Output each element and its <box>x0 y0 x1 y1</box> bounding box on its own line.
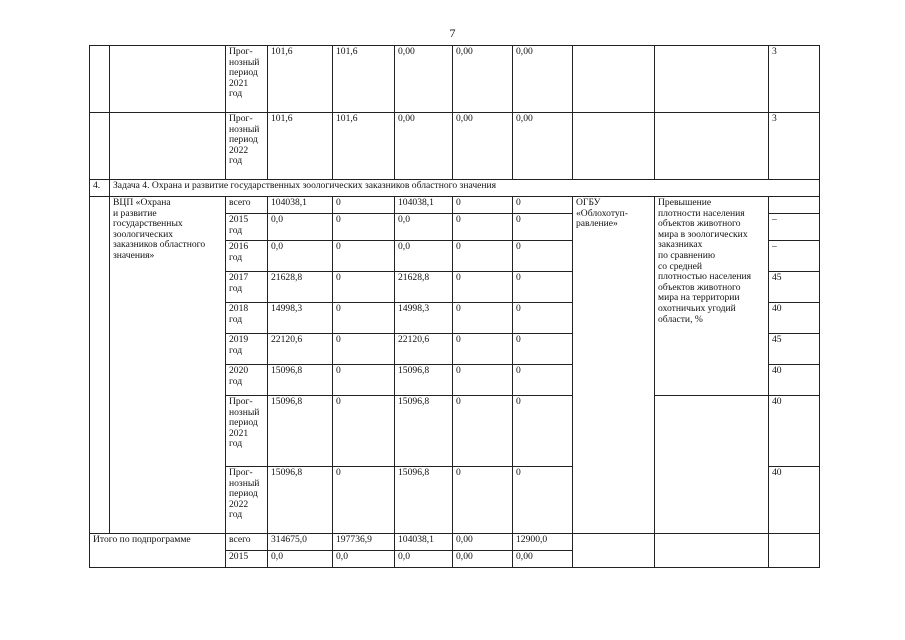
other-cell: 0 <box>513 272 573 303</box>
summary-row <box>90 534 820 551</box>
indicator-cell <box>655 396 769 534</box>
year-cell: 2017 год <box>226 272 268 303</box>
indicator-value-cell: 3 <box>769 113 820 180</box>
executor-cell <box>573 46 655 113</box>
local-cell: 0 <box>453 396 513 467</box>
regional-cell: 22120,6 <box>395 334 453 365</box>
local-cell: 0 <box>453 303 513 334</box>
task-number: 4. <box>90 180 110 197</box>
regional-cell: 14998,3 <box>395 303 453 334</box>
year-cell: Прог- нозный период 2022 год <box>226 467 268 534</box>
other-cell: 12900,0 <box>513 534 573 551</box>
num-cell <box>90 197 110 534</box>
indicator-value-cell: 40 <box>769 467 820 534</box>
federal-cell: 0 <box>333 241 395 272</box>
other-cell: 0 <box>513 467 573 534</box>
indicator-value-cell: 40 <box>769 303 820 334</box>
table-row <box>90 46 820 113</box>
indicator-cell <box>655 46 769 113</box>
year-cell: 2015 год <box>226 214 268 241</box>
indicator-value-cell: 3 <box>769 46 820 113</box>
total-cell: 0,0 <box>268 551 333 568</box>
other-cell: 0,00 <box>513 113 573 180</box>
local-cell: 0 <box>453 334 513 365</box>
federal-cell: 101,6 <box>333 113 395 180</box>
total-cell: 0,0 <box>268 214 333 241</box>
task-title: Задача 4. Охрана и развитие государственных зоологических заказников областного значения <box>110 180 820 197</box>
local-cell: 0 <box>453 197 513 214</box>
regional-cell: 104038,1 <box>395 534 453 551</box>
task-row <box>90 180 820 197</box>
regional-cell: 0,00 <box>395 113 453 180</box>
indicator-cell <box>655 534 769 568</box>
indicator-value-cell: 45 <box>769 334 820 365</box>
program-name: ВЦП «Охрана и развитие государственных зоологических заказников областного значения» <box>110 197 226 534</box>
regional-cell: 15096,8 <box>395 365 453 396</box>
local-cell: 0 <box>453 214 513 241</box>
other-cell: 0 <box>513 334 573 365</box>
other-cell: 0,00 <box>513 551 573 568</box>
local-cell: 0,00 <box>453 534 513 551</box>
num-cell <box>90 46 110 113</box>
total-cell: 0,0 <box>268 241 333 272</box>
year-cell: всего <box>226 197 268 214</box>
executor-cell <box>573 534 655 568</box>
executor-cell <box>573 113 655 180</box>
federal-cell: 0 <box>333 365 395 396</box>
local-cell: 0 <box>453 272 513 303</box>
name-cell <box>110 113 226 180</box>
other-cell: 0 <box>513 365 573 396</box>
federal-cell: 0 <box>333 197 395 214</box>
total-cell: 15096,8 <box>268 467 333 534</box>
other-cell: 0 <box>513 396 573 467</box>
total-cell: 104038,1 <box>268 197 333 214</box>
year-cell: Прог- нозный период 2022 год <box>226 113 268 180</box>
indicator-value-cell: 40 <box>769 396 820 467</box>
federal-cell: 0 <box>333 303 395 334</box>
year-cell: 2016 год <box>226 241 268 272</box>
federal-cell: 0,0 <box>333 551 395 568</box>
federal-cell: 0 <box>333 396 395 467</box>
year-cell: 2020 год <box>226 365 268 396</box>
indicator-value-cell <box>769 197 820 214</box>
local-cell: 0,00 <box>453 46 513 113</box>
year-cell: 2019 год <box>226 334 268 365</box>
other-cell: 0 <box>513 214 573 241</box>
regional-cell: 104038,1 <box>395 197 453 214</box>
other-cell: 0 <box>513 197 573 214</box>
year-cell: Прог- нозный период 2021 год <box>226 46 268 113</box>
indicator-value-cell: 45 <box>769 272 820 303</box>
table-row <box>90 197 820 214</box>
federal-cell: 0 <box>333 214 395 241</box>
federal-cell: 197736,9 <box>333 534 395 551</box>
regional-cell: 15096,8 <box>395 396 453 467</box>
regional-cell: 15096,8 <box>395 467 453 534</box>
year-cell: 2015 <box>226 551 268 568</box>
indicator-cell <box>655 113 769 180</box>
total-cell: 22120,6 <box>268 334 333 365</box>
local-cell: 0,00 <box>453 551 513 568</box>
local-cell: 0,00 <box>453 113 513 180</box>
page-number: 7 <box>449 26 456 40</box>
total-cell: 101,6 <box>268 46 333 113</box>
name-cell <box>110 46 226 113</box>
federal-cell: 0 <box>333 272 395 303</box>
local-cell: 0 <box>453 365 513 396</box>
local-cell: 0 <box>453 467 513 534</box>
indicator-value-cell: – <box>769 241 820 272</box>
year-cell: всего <box>226 534 268 551</box>
total-cell: 15096,8 <box>268 396 333 467</box>
regional-cell: 0,0 <box>395 551 453 568</box>
regional-cell: 0,0 <box>395 241 453 272</box>
regional-cell: 21628,8 <box>395 272 453 303</box>
total-cell: 21628,8 <box>268 272 333 303</box>
year-cell: 2018 год <box>226 303 268 334</box>
subprogram-table <box>89 45 820 568</box>
executor-cell: ОГБУ «Облохотуп- равление» <box>573 197 655 534</box>
federal-cell: 101,6 <box>333 46 395 113</box>
total-cell: 15096,8 <box>268 365 333 396</box>
total-cell: 101,6 <box>268 113 333 180</box>
local-cell: 0 <box>453 241 513 272</box>
regional-cell: 0,0 <box>395 214 453 241</box>
indicator-value-cell: – <box>769 214 820 241</box>
other-cell: 0 <box>513 303 573 334</box>
indicator-cell: Превышение плотности населения объектов животного мира в зоологических заказниках по сравнению со средней плотностью населения объектов животного мира на территории охотничьих угодий области, % <box>655 197 769 396</box>
indicator-value-cell <box>769 534 820 568</box>
total-cell: 314675,0 <box>268 534 333 551</box>
num-cell <box>90 113 110 180</box>
indicator-value-cell: 40 <box>769 365 820 396</box>
regional-cell: 0,00 <box>395 46 453 113</box>
total-cell: 14998,3 <box>268 303 333 334</box>
year-cell: Прог- нозный период 2021 год <box>226 396 268 467</box>
table-row <box>90 113 820 180</box>
summary-label: Итого по подпрограмме <box>90 534 226 568</box>
federal-cell: 0 <box>333 467 395 534</box>
other-cell: 0 <box>513 241 573 272</box>
federal-cell: 0 <box>333 334 395 365</box>
other-cell: 0,00 <box>513 46 573 113</box>
